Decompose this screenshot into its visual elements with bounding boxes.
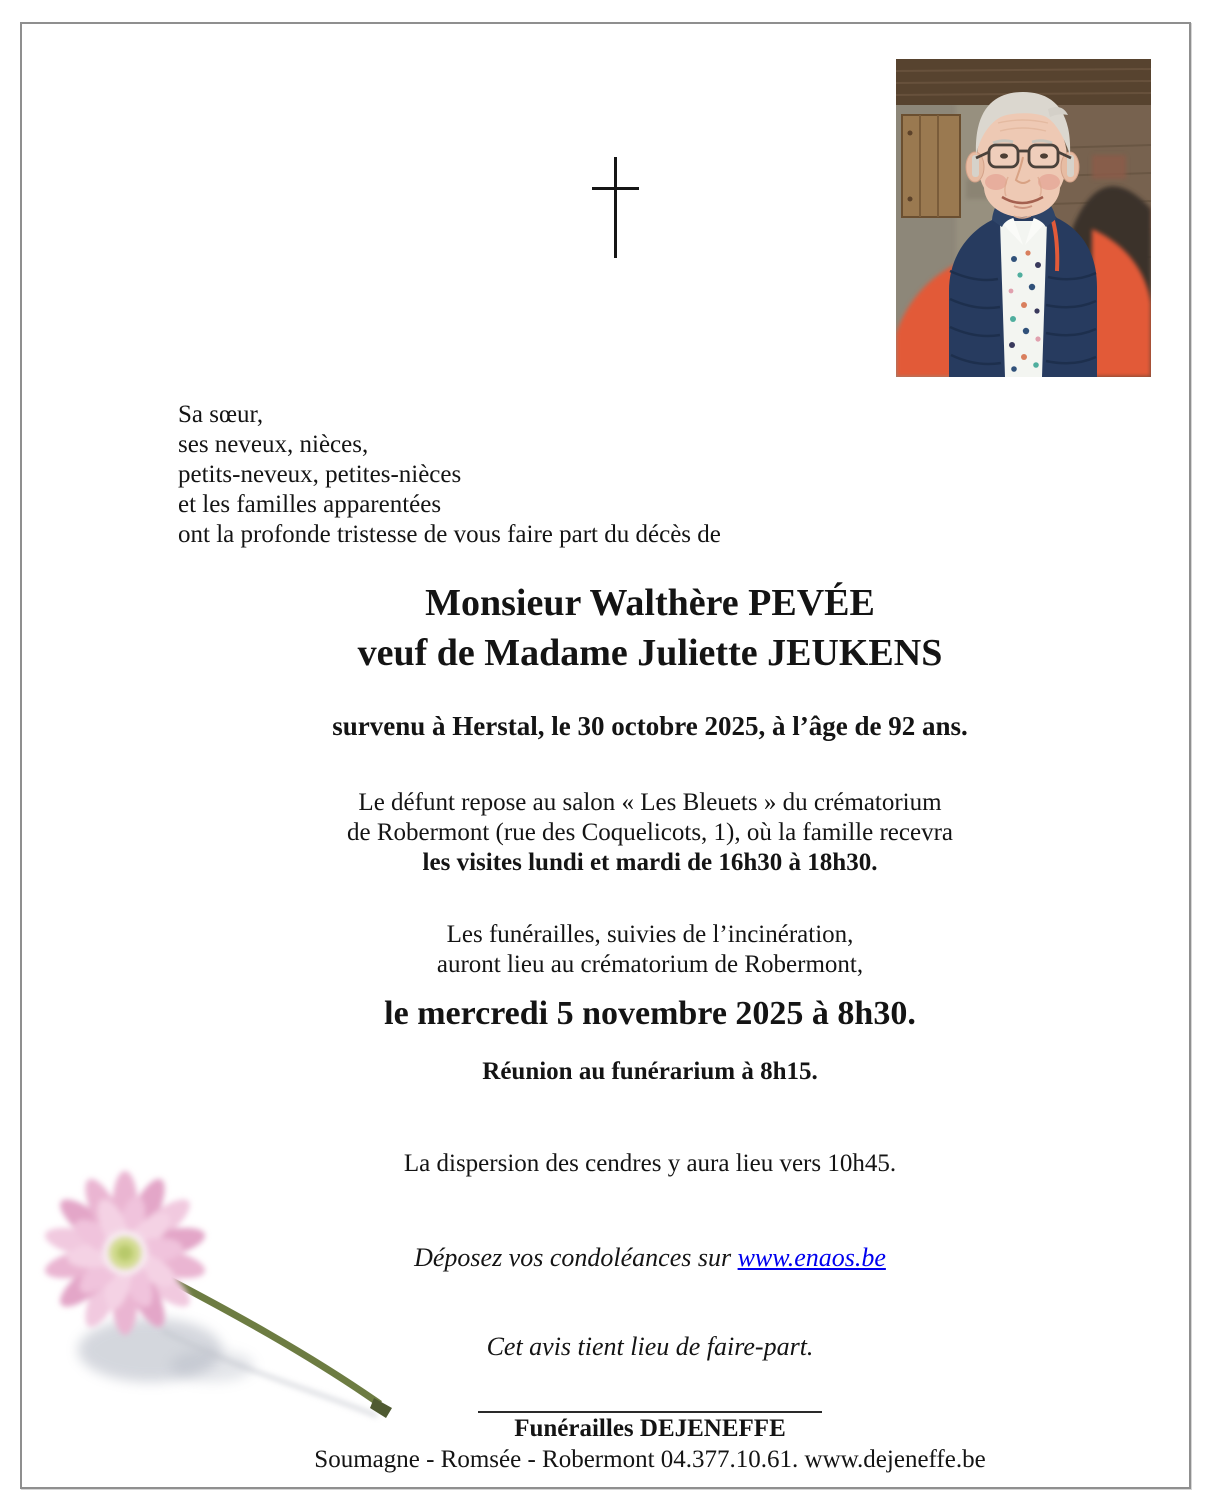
funeral-line: auront lieu au crématorium de Robermont, bbox=[436, 951, 864, 978]
deceased-name-line2: veuf de Madame Juliette JEUKENS bbox=[357, 632, 943, 674]
funeral-block bbox=[90, 920, 1210, 980]
visits-line: les visites lundi et mardi de 16h30 à 18h30. bbox=[422, 849, 878, 876]
deceased-name-block bbox=[90, 578, 1210, 678]
photo-shutter bbox=[902, 115, 960, 217]
deceased-name-line1: Monsieur Walthère PEVÉE bbox=[425, 582, 875, 624]
family-line: et les familles apparentées bbox=[178, 491, 442, 518]
repose-line: de Robermont (rue des Coquelicots, 1), où la famille recevra bbox=[346, 819, 954, 846]
funeral-line: Les funérailles, suivies de l’incinération, bbox=[446, 921, 854, 948]
family-intro-block bbox=[178, 400, 721, 550]
funeral-date-line: le mercredi 5 novembre 2025 à 8h30. bbox=[384, 995, 916, 1032]
enaos-link[interactable]: www.enaos.be bbox=[737, 1243, 886, 1272]
ashes-dispersion-line: La dispersion des cendres y aura lieu vers 10h45. bbox=[403, 1150, 897, 1177]
family-line: ses neveux, nièces, bbox=[178, 431, 369, 458]
condolences-prefix: Déposez vos condoléances sur bbox=[414, 1243, 738, 1272]
cross-horizontal-bar bbox=[592, 187, 639, 190]
faire-part-notice-line: Cet avis tient lieu de faire-part. bbox=[486, 1332, 814, 1361]
funeral-home-info: Soumagne - Romsée - Robermont 04.377.10.61. www.dejeneffe.be bbox=[314, 1446, 986, 1473]
footer-divider bbox=[478, 1411, 822, 1413]
repose-line: Le défunt repose au salon « Les Bleuets » du crématorium bbox=[358, 789, 942, 816]
repose-block bbox=[90, 788, 1210, 878]
family-line: Sa sœur, bbox=[178, 401, 264, 428]
flower-head bbox=[42, 1171, 208, 1335]
flower-photo bbox=[22, 1158, 422, 1458]
family-line: ont la profonde tristesse de vous faire part du décès de bbox=[178, 521, 721, 548]
family-line: petits-neveux, petites-nièces bbox=[178, 461, 462, 488]
death-info-line: survenu à Herstal, le 30 octobre 2025, à l’âge de 92 ans. bbox=[332, 711, 968, 741]
meeting-line: Réunion au funérarium à 8h15. bbox=[482, 1058, 818, 1085]
cross-vertical-bar bbox=[614, 157, 617, 258]
portrait-photo bbox=[896, 59, 1151, 377]
funeral-home-name: Funérailles DEJENEFFE bbox=[514, 1415, 786, 1442]
